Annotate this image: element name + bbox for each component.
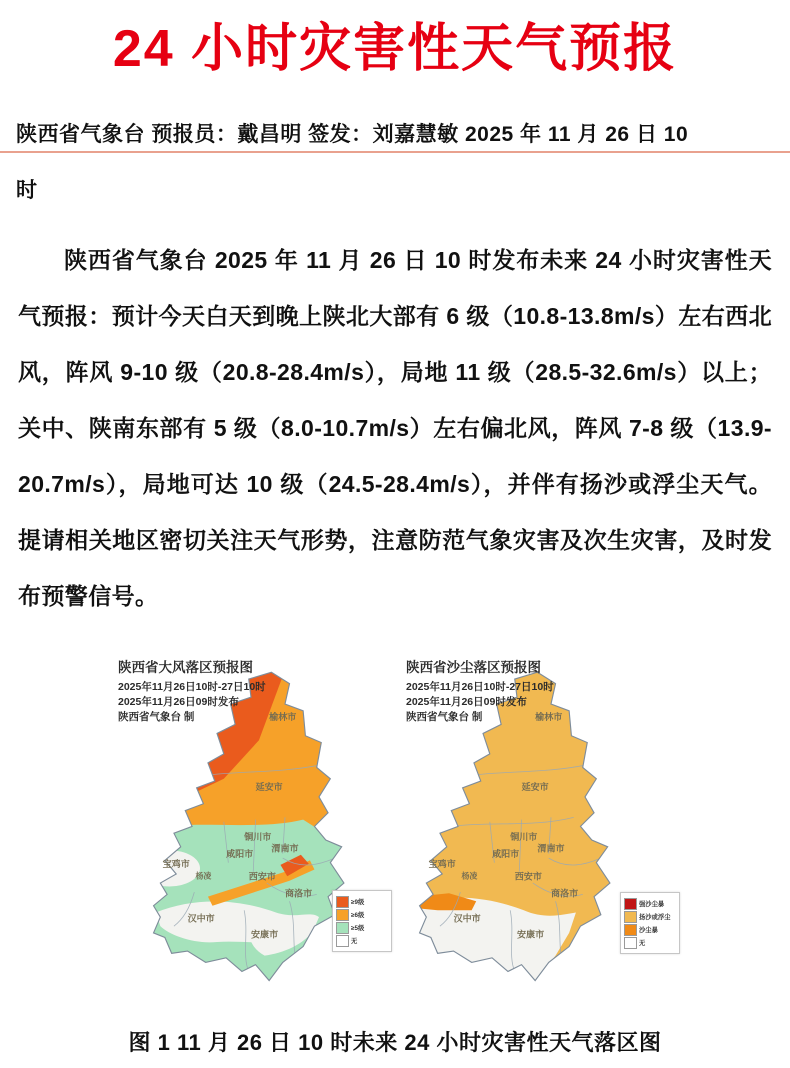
issuer-line-wrap: 时 xyxy=(16,179,37,202)
legend-label: 无 xyxy=(351,937,358,945)
legend-swatch xyxy=(336,909,349,921)
legend-swatch xyxy=(336,922,349,934)
city-label-yulin: 榆林市 xyxy=(269,711,297,722)
city-label-xian: 西安市 xyxy=(248,871,276,882)
legend-label: 无 xyxy=(639,939,646,947)
dust-map-issued: 2025年11月26日09时发布 xyxy=(406,696,527,708)
city-label-yulin: 榆林市 xyxy=(535,711,563,722)
city-label-shangluo: 商洛市 xyxy=(285,888,313,899)
city-label-ankang: 安康市 xyxy=(251,929,279,940)
legend-row xyxy=(624,923,676,936)
legend-row xyxy=(336,895,388,908)
dust-map xyxy=(398,652,692,1008)
issuer-line: 陕西省气象台 预报员：戴昌明 签发：刘嘉慧敏 2025 年 11 月 26 日 10 xyxy=(16,123,689,146)
city-label-xianyang: 咸阳市 xyxy=(226,849,254,859)
city-label-xianyang: 咸阳市 xyxy=(492,849,520,859)
wind-map-header xyxy=(118,656,266,725)
legend-label: ≥5级 xyxy=(351,924,365,932)
city-label-shangluo: 商洛市 xyxy=(551,888,579,899)
page-title: 24 小时灾害性天气预报 xyxy=(112,20,678,78)
legend-row xyxy=(336,934,388,947)
legend-swatch xyxy=(624,937,637,949)
city-label-hanzhong: 汉中市 xyxy=(453,913,481,924)
wind-map-producer: 陕西省气象台 制 xyxy=(118,711,195,723)
legend-row xyxy=(624,910,676,923)
legend-label: 扬沙或浮尘 xyxy=(639,913,671,921)
legend-row xyxy=(336,908,388,921)
city-label-tongchuan: 铜川市 xyxy=(510,832,538,842)
dust-map-title: 陕西省沙尘落区预报图 xyxy=(406,660,541,675)
legend-row xyxy=(624,897,676,910)
city-label-weinan: 渭南市 xyxy=(271,843,299,854)
wind-map-issued: 2025年11月26日09时发布 xyxy=(118,696,239,708)
city-label-yangling: 杨凌 xyxy=(195,871,212,881)
city-label-xian: 西安市 xyxy=(514,871,542,882)
wind-map-legend xyxy=(332,890,392,952)
city-label-tongchuan: 铜川市 xyxy=(244,832,272,842)
legend-swatch xyxy=(624,911,637,923)
legend-swatch xyxy=(624,924,637,936)
figure-caption: 图 1 11 月 26 日 10 时未来 24 小时灾害性天气落区图 xyxy=(128,1030,662,1055)
wind-map-period: 2025年11月26日10时-27日10时 xyxy=(118,681,266,693)
wind-map-title: 陕西省大风落区预报图 xyxy=(118,660,253,675)
dust-map-header xyxy=(406,656,554,725)
city-label-weinan: 渭南市 xyxy=(537,843,565,854)
dust-map-period: 2025年11月26日10时-27日10时 xyxy=(406,681,554,693)
forecast-maps-row xyxy=(110,652,692,1008)
legend-label: 强沙尘暴 xyxy=(639,900,665,908)
legend-swatch xyxy=(336,896,349,908)
legend-label: ≥9级 xyxy=(351,898,365,906)
legend-swatch xyxy=(624,898,637,910)
dust-map-legend xyxy=(620,892,680,954)
legend-label: 沙尘暴 xyxy=(639,926,658,934)
city-label-baoji: 宝鸡市 xyxy=(162,859,190,870)
city-label-baoji: 宝鸡市 xyxy=(428,859,456,870)
legend-label: ≥6级 xyxy=(351,911,365,919)
legend-row xyxy=(624,936,676,949)
forecast-paragraph: 陕西省气象台 2025 年 11 月 26 日 10 时发布未来 24 小时灾害性天气预报：预计今天白天到晚上陕北大部有 6 级（10.8-13.8m/s）左右西北风，阵风 9-10 级（20.8-28.4m/s），局地 11 级（28.5-32.6m/s）以上；关中、陕南东部有 5 级（8.0-10.7m/s）左右偏北风，阵风 7-8 级（13.9-20.7m/s），局地可达 10 级（24.5-28.4m/s），并伴有扬沙或浮尘天气。提请相关地区密切关注天气形势，注意防范气象灾害及次生灾害，及时发布预警信号。 xyxy=(18,247,772,609)
city-label-yanan: 延安市 xyxy=(255,782,283,793)
city-label-hanzhong: 汉中市 xyxy=(187,913,215,924)
city-label-yanan: 延安市 xyxy=(521,782,549,793)
header-divider xyxy=(0,151,790,153)
legend-row xyxy=(336,921,388,934)
legend-swatch xyxy=(336,935,349,947)
dust-map-producer: 陕西省气象台 制 xyxy=(406,711,483,723)
city-label-yangling: 杨凌 xyxy=(461,871,478,881)
city-label-ankang: 安康市 xyxy=(517,929,545,940)
wind-map xyxy=(110,652,388,1008)
